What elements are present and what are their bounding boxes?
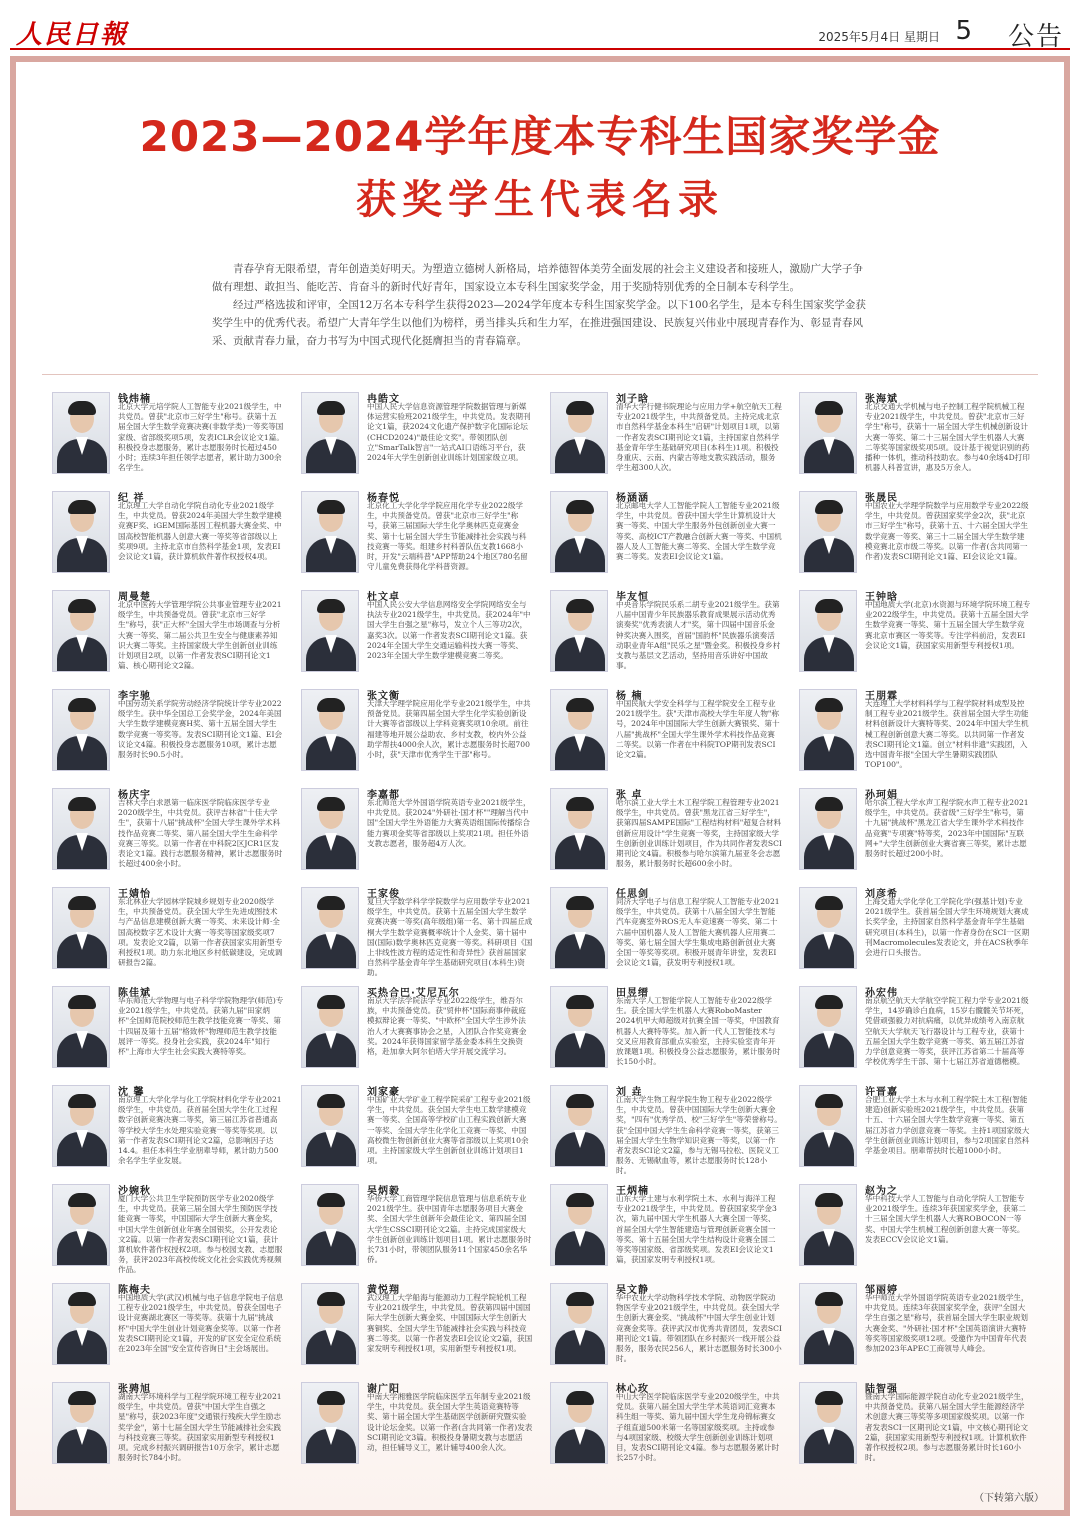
student-card: [42, 487, 291, 586]
student-photo: [52, 986, 110, 1068]
student-photo: [799, 590, 857, 672]
student-name: 张文衡: [367, 691, 400, 702]
student-card: [42, 883, 291, 982]
student-photo: [52, 1382, 110, 1464]
divider: [42, 374, 1038, 375]
student-photo: [301, 887, 359, 969]
student-description: 吉林大学白求恩第一临床医学院临床医学专业2020级学生，中共党员。获评吉林省"十佳大学生"，获第十八届"挑战杯"全国大学生课外学术科技作品竞赛二等奖、第八届全国大学生生命科学竞赛三等奖。以第一作者在中科院2区JCR1区发表论文1篇。践行志愿服务精神，累计志愿服务时长超过400余小时。: [118, 798, 283, 869]
student-description: 哈尔滨工程大学水声工程学院水声工程专业2021级学生，中共党员。获省级"三好学生"称号，第十九届"挑战杯"黑龙江省大学生课外学术科技作品竞赛"专项赛"特等奖，2023年中国国际"互联网+"大学生创新创业大赛省赛三等奖，累计志愿服务时长超过200小时。: [865, 798, 1029, 859]
student-name: 刘彦希: [865, 889, 898, 900]
student-photo: [52, 788, 110, 870]
masthead: [10, 14, 1070, 50]
student-photo: [301, 788, 359, 870]
student-photo: [550, 392, 608, 474]
student-photo: [52, 590, 110, 672]
student-name: 陈梅夫: [118, 1285, 151, 1296]
student-name: 刘家豪: [367, 1087, 400, 1098]
student-name: 王家俊: [367, 889, 400, 900]
student-description: 华中农业大学动物科学技术学院、动物医学院动物医学专业2021级学生，中共党员。获全国大学生创新大赛金奖、"挑战杯"中国大学生创业计划竞赛金奖等。获评武汉市优秀共青团员，发表SCI期刊论文1篇。带领团队在乡村振兴一线开展公益服务，服务农民256人，累计志愿服务时长300小时。: [616, 1293, 782, 1364]
student-description: 中南大学湘雅医学院临床医学五年制专业2021级学生，中共党员。获全国大学生英语竞赛特等奖、第十届全国大学生基础医学创新研究暨实验设计论坛金奖。以第一作者(含共同第一作者)发表SCI期刊论文3篇。积极投身暑期支教与志愿活动，担任辅导义工，累计辅导400余人次。: [367, 1392, 533, 1453]
student-card: [789, 685, 1038, 784]
student-photo: [52, 1184, 110, 1266]
student-name: 冉皓文: [367, 394, 400, 405]
student-name: 张 卓: [616, 790, 643, 801]
student-card: [789, 1081, 1038, 1180]
student-description: 中国人民大学信息资源管理学院数据管理与新媒体运营实验班2021级学生，中共党员。发表期刊论文1篇，获2024文化遗产保护数字化国际论坛(CHCD2024)"最佳论文奖"。带领团队创立"SmarTalk智言"一站式AI口语练习平台，获2024年大学生创新创业训练计划国家级立项。: [367, 402, 531, 463]
student-description: 中国民航大学安全科学与工程学院安全工程专业2021级学生。获"天津市高校大学生年度人物"称号，2024年中国国际大学生创新大赛银奖、第十八届"挑战杯"全国大学生课外学术科技作品竞赛二等奖。以第一作者在中科院TOP期刊发表SCI论文2篇。: [616, 699, 780, 760]
student-name: 李宇驰: [118, 691, 151, 702]
student-card: [42, 1279, 291, 1378]
student-photo: [550, 1085, 608, 1167]
student-name: 吴炳毅: [367, 1186, 400, 1197]
student-photo: [52, 491, 110, 573]
student-description: 山东大学土建与水利学院土木、水利与海洋工程专业2021级学生，中共党员。曾获国家奖学金3次，第九届中国大学生机器人大赛全国一等奖、首届全国大学生智能建造与管理创新竞赛全国一等奖、第十五届全国大学生结构设计竞赛全国二等奖等国家级、省部级奖项。发表EI会议论文1篇，获国家发明专利授权1项。: [616, 1194, 777, 1265]
student-card: [42, 1378, 291, 1477]
student-name: 杨春悦: [367, 493, 400, 504]
student-card: [789, 1279, 1038, 1378]
student-photo: [799, 491, 857, 573]
student-card: [291, 1279, 540, 1378]
student-photo: [301, 1085, 359, 1167]
student-card: [540, 1378, 789, 1477]
student-card: [42, 586, 291, 685]
student-description: 合肥工业大学土木与水利工程学院土木工程(智能建造)创新实验班2021级学生，中共党员。获第十五、十六届全国大学生数学竞赛一等奖、第五届江苏省力学创意竞赛一等奖。主持1项国家级大学生创新创业训练计划项目，参与2项国家自然科学基金项目。朋辈帮扶时长超1000小时。: [865, 1095, 1030, 1156]
student-photo: [52, 689, 110, 771]
student-description: 北京大学元培学院人工智能专业2021级学生，中共党员。曾获"北京市三好学生"称号。获第十五届全国大学生数学竞赛决赛(非数学类)一等奖等国家级、省部级奖项5项，发表ICLR会议论文1篇。积极投身志愿服务，累计志愿服务时长超过450小时；连续3年担任领学志愿者，累计助力300余名学生。: [118, 402, 284, 473]
student-description: 北京邮电大学人工智能学院人工智能专业2021级学生，中共党员。曾获中国大学生计算机设计大赛一等奖、中国大学生服务外包创新创业大赛一等奖、高校ICT产教融合创新大赛一等奖、中国机器人及人工智能大赛二等奖、全国大学生数学竞赛二等奖。发表EI会议论文1篇。: [616, 501, 782, 562]
student-description: 华侨大学工商管理学院信息管理与信息系统专业2021级学生。获中国青年志愿服务项目大赛金奖、全国大学生创新年会最佳论文、第四届全国大学生CSSCI期刊论文2篇。主持完成国家级大学生创新创业训练计划项目1项。累计志愿服务时长731小时，带领团队服务11个国家450余名华侨。: [367, 1194, 532, 1265]
student-photo: [799, 887, 857, 969]
student-photo: [799, 1184, 857, 1266]
student-card: [42, 685, 291, 784]
student-card: [789, 388, 1038, 487]
student-description: 同济大学电子与信息工程学院人工智能专业2021级学生，中共党员。获第十八届全国大学生智能汽车竞赛室外ROS无人车竞速赛一等奖、第二十六届中国机器人及人工智能大赛机器人应用赛二等奖、第七届全国大学生集成电路创新创业大赛全国一等奖等奖项。积极开展青年讲堂，发表EI会议论文1篇，获发明专利授权1项。: [616, 897, 780, 968]
student-photo: [799, 986, 857, 1068]
student-card: [42, 784, 291, 883]
student-photo: [799, 392, 857, 474]
student-photo: [550, 986, 608, 1068]
student-name: 沙婉秋: [118, 1186, 151, 1197]
student-card: [42, 982, 291, 1081]
student-card: [42, 1180, 291, 1279]
student-card: [291, 784, 540, 883]
student-name: 王钟晗: [865, 592, 898, 603]
student-description: 华东师范大学物理与电子科学学院物理学(师范)专业2021级学生，中共党员。获第九届"田家炳杯"全国师范院校师范生教学技能竞赛一等奖、第十四届及第十五届"格致杯"物理师范生教学技能展评一等奖。投身社会实践，获2024年"知行杯"上海市大学生社会实践大赛特等奖。: [118, 996, 284, 1057]
student-description: 南京理工大学化学与化工学院材料化学专业2021级学生，中共党员。获首届全国大学生化工过程数字创新竞赛决赛二等奖，第三届江苏省普通高等学校大学生水处理实验竞赛一等奖等奖项。以第一作者发表SCI期刊论文2篇，总影响因子达14.4。担任本科生学业朋辈导师，累计助力500余名学生学业发展。: [118, 1095, 282, 1166]
continued-note: （下转第六版）: [974, 1493, 1044, 1504]
student-description: 中国矿业大学矿业工程学院采矿工程专业2021级学生，中共党员。获全国大学生电工数学建模竞赛一等奖、全国高等学校矿山工程实践创新大赛一等奖、全国大学生化学化工竞赛一等奖、中国高校微生物创新创业大赛等省部级以上奖项10余项。主持国家级大学生创新创业训练计划项目1项。: [367, 1095, 531, 1166]
student-description: 复旦大学数学科学学院数学与应用数学专业2021级学生，中共党员。获第十五届全国大学生数学竞赛决赛一等奖(高年级组)第一名、第十四届丘成桐大学生数学竞赛概率统计个人金奖、第十届中国(国际)数学奥林匹克竞赛一等奖。科研项目《国上非线性波方程的适定性和奇异性》获首届国家自然科学基金青年学生基础研究项目(本科生)资助。: [367, 897, 533, 978]
student-photo: [52, 887, 110, 969]
student-photo: [301, 986, 359, 1068]
student-name: 王炳楠: [616, 1186, 649, 1197]
student-description: 南京航空航天大学航空学院工程力学专业2021级学生，14岁确诊白血病，15岁右髋髋关节坏死，凭借顽强毅力对抗病痛，以优异成绩考入南京航空航天大学航天飞行器设计与工程专业，获第十五届全国大学生数学竞赛一等奖、第五届江苏省力学创意竞赛一等奖，获评江苏省第二十届高等学校优秀学生干部、第十七届江苏省道德楷模。: [865, 996, 1029, 1067]
student-card: [291, 1081, 540, 1180]
headline-line-2: 获奖学生代表名录: [356, 177, 724, 223]
student-photo: [301, 689, 359, 771]
student-card: [291, 1180, 540, 1279]
student-photo: [301, 590, 359, 672]
student-name: 王婧怡: [118, 889, 151, 900]
student-card: [42, 388, 291, 487]
student-description: 哈尔滨工业大学土木工程学院工程管理专业2021级学生，中共党员。曾获"黑龙江省三好学生"，获第四届SAMPE国际"工程结构材料"超复合材料创新应用设计"学生竞赛一等奖，主持国家级大学生创新创业训练计划项目，作为共同作者发表SCI期刊论文4篇。积极参与哈尔滨第九届亚冬会志愿服务，累计服务时长超600余小时。: [616, 798, 782, 869]
student-card: [789, 883, 1038, 982]
student-name: 陆智强: [865, 1384, 898, 1395]
student-name: 买热合巴·艾尼瓦尔: [367, 988, 460, 999]
student-photo: [799, 1382, 857, 1464]
student-description: 湖南大学环境科学与工程学院环境工程专业2021级学生，中共党员。曾获"中国大学生自强之星"称号，获2023年度"交通银行残疾大学生励志奖学金"，第十七届全国大学生节能减排社会实践与科技竞赛三等奖。获国家实用新型专利授权1项。完成乡村振兴调研报告10万余字，累计志愿服务时长784小时。: [118, 1392, 282, 1463]
student-card: [789, 1180, 1038, 1279]
student-photo: [550, 1184, 608, 1266]
student-card: [291, 982, 540, 1081]
student-description: 北京中医药大学管理学院公共事业管理专业2021级学生，中共预备党员。曾获"北京市三好学生"称号，获"正大杯"全国大学生市场调查与分析大赛一等奖、第二届公共卫生安全与健康素养知识大赛二等奖。主持国家级大学生创新创业训练计划项目2项，以第一作者发表SCI期刊论文1篇、核心期刊论文2篇。: [118, 600, 282, 671]
student-card: [540, 1279, 789, 1378]
student-name: 张海斌: [865, 394, 898, 405]
student-name: 毕友恒: [616, 592, 649, 603]
intro-paragraph-1: 青春孕育无限希望，青年创造美好明天。为塑造立德树人新格局，培养德智体美劳全面发展的社会主义建设者和接班人，激励广大学子争做有理想、敢担当、能吃苦、肯奋斗的新时代好青年，国家设立本专科生国家奖学金，用于奖励特别优秀的全日制本专科学生。: [212, 263, 863, 293]
headline-line-1: 2023—2024学年度本专科生国家奖学金: [139, 112, 941, 161]
student-name: 杨 楠: [616, 691, 643, 702]
newspaper-logo: 人民日報: [16, 20, 129, 50]
student-name: 沈 馨: [118, 1087, 145, 1098]
student-description: 东北林业大学园林学院城乡规划专业2020级学生，中共预备党员。获全国大学生先进成图技术与产品信息建模创新大赛一等奖、未来设计师·全国高校数字艺术设计大赛一等奖等国家级奖项7项。发表论文2篇，以第一作者获国家实用新型专利授权1项。助力东北地区乡村低碳建设，完成调研报告2篇。: [118, 897, 283, 968]
student-name: 纪 祥: [118, 493, 145, 504]
student-card: [789, 1378, 1038, 1477]
student-description: 大连理工大学材料科学与工程学院材料成型及控制工程专业2021级学生。获首届全国大学生功能材料创新设计大赛特等奖、2024年中国大学生机械工程创新创意大赛二等奖。以共同第一作者发表SCI期刊论文1篇。创立"材料非遗"实践团，入选中国青年报"全国大学生暑期实践团队TOP100"。: [865, 699, 1029, 770]
student-name: 孙珂娟: [865, 790, 898, 801]
student-description: 江南大学生物工程学院生物工程专业2022级学生，中共党员。曾获中国国际大学生创新大赛金奖，"四有"优秀学员、校"三好学生"等荣誉称号。获"全国中国大学生生命科学竞赛一等奖，获第三届全国大学生生物学知识竞赛一等奖，以第一作者发表SCI论文2篇，参与无锡马拉松、医院义工服务、无锡献血等，累计志愿服务时长128小时。: [616, 1095, 782, 1176]
student-name: 杜文卓: [367, 592, 400, 603]
student-photo: [550, 1382, 608, 1464]
student-photo: [799, 689, 857, 771]
student-name: 赵为之: [865, 1186, 898, 1197]
student-card: [540, 784, 789, 883]
student-photo: [52, 1085, 110, 1167]
student-description: 华中师范大学外国语学院英语专业2021级学生，中共党员。连续3年获国家奖学金，获评"全国大学生自强之星"称号，获首届全国大学生职业规划大赛金奖、"外研社·国才杯"全国英语演讲大赛特等奖等国家级奖项12项。受邀作为中国青年代表参加2023年APEC工商领导人峰会。: [865, 1293, 1029, 1354]
intro-paragraph-2: 经过严格选拔和评审，全国12万名本专科学生获得2023—2024学年度本专科生国家奖学金。以下100名学生，是本专科生国家奖学金获奖学生中的优秀代表。希望广大青年学生以他们为榜样，勇当排头兵和生力军，在推进强国建设、民族复兴伟业中展现青春作为、彰显青春风采、贡献青春力量，奋力书写为中国式现代化挺膺担当的青春篇章。: [212, 299, 866, 347]
student-description: 东南大学人工智能学院人工智能专业2022级学生。获全国大学生机器人大赛RoboMaster 2024机甲大师超级对抗赛全国一等奖，中国教育机器人大赛特等奖。加入新一代人工智能技术与交叉应用教育部重点实验室，主持实验室青年开放课题1项。积极投身公益志愿服务，累计服务时长150小时。: [616, 996, 781, 1067]
student-card: [291, 586, 540, 685]
student-card: [291, 685, 540, 784]
student-photo: [550, 1283, 608, 1365]
student-photo: [550, 788, 608, 870]
student-grid: [42, 388, 1038, 1480]
student-name: 任思剑: [616, 889, 649, 900]
student-card: [291, 883, 540, 982]
student-card: [540, 982, 789, 1081]
student-description: 天津大学理学院应用化学专业2021级学生，中共预备党员。获第四届全国大学生化学实验创新设计大赛等省部级以上学科竞赛奖项10余项。前往福建等地开展公益助农、乡村支教，校内外公益助学帮扶4000余人次，累计志愿服务时长超700小时，获"天津市优秀学生干部"称号。: [367, 699, 531, 760]
student-name: 刘子晗: [616, 394, 649, 405]
student-name: 孙宏伟: [865, 988, 898, 999]
student-description: 北京交通大学机械与电子控制工程学院机械工程专业2021级学生，中共党员。曾获"北京市三好学生"称号，获第十一届全国大学生机械创新设计大赛一等奖、第二十三届全国大学生机器人大赛二等奖等国家级奖项5项。设计基于视觉识别的药播种一体机，推动科技助农。参与40余场4D打印机器人科普宣讲，惠及5万余人。: [865, 402, 1030, 473]
student-description: 上海交通大学化学化工学院化学(强基计划)专业2021级学生。获首届全国大学生环境规划大赛成长奖学金，主持国家自然科学基金青年学生基础研究项目(本科生)，以第一作者身份在SCI一区期刊Macromolecules发表论文，并在ACS秋季年会进行口头报告。: [865, 897, 1030, 958]
student-name: 李嘉都: [367, 790, 400, 801]
student-description: 厦门大学公共卫生学院预防医学专业2020级学生，中共党员。获第三届全国大学生预防医学技能竞赛一等奖，中国国际大学生创新大赛金奖，中国大学生创新创业年赛全国银奖，公开发表论文2篇。以第一作者发表SCI期刊论文1篇，获计算机软件著作权授权2项。参与校园支教、志愿服务，获评2023年高校传统文化社会实践优秀视频作品。: [118, 1194, 283, 1275]
student-description: 中国农业大学理学院数学与应用数学专业2022级学生，中共党员。曾获国家奖学金2次，获"北京市三好学生"称号，获第十五、十六届全国大学生数学竞赛一等奖、第三十二届全国大学生数学建模竞赛北京市级二等奖。以第一作者(含共同第一作者)发表SCI期刊论文1篇、EI会议论文1篇。: [865, 501, 1029, 562]
student-card: [789, 487, 1038, 586]
student-photo: [550, 491, 608, 573]
issue-date: 2025年5月4日 星期日: [818, 30, 940, 44]
page-number: 5: [955, 16, 972, 46]
intro-text: [212, 260, 872, 350]
student-description: 暨南大学国际能源学院自动化专业2021级学生，中共预备党员。获第八届全国大学生能源经济学术创意大赛三等奖等多项国家级奖项。以第一作者发表SCI一区期刊论文1篇，中文核心期刊论文2篇，获国家实用新型专利授权1项。计算机软件著作权授权2项。参与志愿服务累计时长160小时。: [865, 1392, 1029, 1463]
student-card: [540, 388, 789, 487]
student-card: [540, 1081, 789, 1180]
student-description: 武汉理工大学船海与能源动力工程学院轮机工程专业2021级学生，中共党员。曾获第四届中国国际大学生创新大赛金奖、中国国际大学生创新大赛铜奖、全国大学生节能减排社会实践与科技竞赛二等奖。以第一作者发表EI会议论文2篇，获国家发明专利授权1项，实用新型专利授权1项。: [367, 1293, 533, 1354]
student-description: 南京大学法学院法学专业2022级学生，维吾尔族，中共预备党员。获"贸仲杯"国际商事仲裁庭模拟辩论赛一等奖、"中欧杯"全国大学生涉外法治人才大赛赛事协会之星，入团队合作奖竞赛金奖。2024年获得国家留学基金委本科生交换资格，赴加拿大阿尔伯塔大学开展交流学习。: [367, 996, 527, 1057]
student-description: 中山大学医学院临床医学专业2020级学生，中共党员。获第八届全国大学生学术英语词汇竞赛本科生组一等奖、第九届中国大学生龙舟锦标赛女子组直道500米第一名等国家级奖项。主持或参与4项国家级、校级大学生创新创业训练计划项目，发表SCI期刊论文4篇。参与志愿服务累计时长257小时。: [616, 1392, 780, 1463]
student-photo: [550, 590, 608, 672]
student-description: 北京理工大学自动化学院自动化专业2021级学生，中共党员。曾获2024年美国大学生数学建模竞赛F奖、iGEM国际基因工程机器大赛金奖、中国高校智能机器人创意大赛一等奖等省部级以上奖项9项。主持北京市自然科学基金1项，发表EI会议论文1篇，获计算机软件著作权授权4项。: [118, 501, 282, 562]
student-name: 钱炜楠: [118, 394, 151, 405]
student-photo: [550, 887, 608, 969]
student-card: [42, 1081, 291, 1180]
student-name: 邹丽婷: [865, 1285, 898, 1296]
student-card: [540, 883, 789, 982]
student-name: 张晟民: [865, 493, 898, 504]
student-description: 华中科技大学人工智能与自动化学院人工智能专业2021级学生。连续3年获国家奖学金，获第二十三届全国大学生机器人大赛ROBOCON一等奖、中国大学生机械工程创新创意大赛一等奖。发表ECCV会议论文1篇。: [865, 1194, 1026, 1244]
student-photo: [52, 1283, 110, 1365]
student-name: 张骋旭: [118, 1384, 151, 1395]
student-card: [540, 1180, 789, 1279]
student-photo: [301, 491, 359, 573]
student-card: [291, 1378, 540, 1477]
student-description: 中国地质大学(北京)水资源与环境学院环境工程专业2022级学生，中共党员。获第十五届全国大学生数学竞赛一等奖、第十五届全国大学生数学竞赛北京市赛区一等奖等。专注学科前沿，发表EI会议论文1篇，获国家实用新型专利授权1项。: [865, 600, 1031, 650]
student-card: [540, 487, 789, 586]
student-name: 许晋嘉: [865, 1087, 898, 1098]
student-name: 刘 垚: [616, 1087, 643, 1098]
section-title: 公告: [1007, 22, 1064, 52]
student-name: 黄悦翔: [367, 1285, 400, 1296]
student-name: 林心玫: [616, 1384, 649, 1395]
student-description: 中国劳动关系学院劳动经济学院统计学专业2022级学生。获中华全国总工会奖学金，2024年美国大学生数学建模竞赛H奖、第十五届全国大学生数学竞赛一等奖等。发表SCI期刊论文1篇、EI会议论文4篇。积极投身志愿服务10项，累计志愿服务时长90.5小时。: [118, 699, 283, 760]
student-photo: [799, 1085, 857, 1167]
student-description: 北京化工大学化学学院应用化学专业2022级学生，中共预备党员。曾获"北京市三好学生"称号，获第三届国际大学生化学奥林匹克竞赛金奖、第十七届全国大学生节能减排社会实践与科技竞赛一等奖。组建乡村科普队伍支教1668小时，开发"云端科普"APP帮助24个地区780名留守儿童免费获得化学科普资源。: [367, 501, 528, 572]
student-description: 中国人民公安大学信息网络安全学院网络安全与执法专业2021级学生，中共党员。获2024年"中国大学生自强之星"称号，发立个人三等功2次，嘉奖3次。以第一作者发表SCI期刊论文1篇。获2024年全国大学生交通运输科技大赛一等奖、2023年全国大学生数学建模竞赛二等奖。: [367, 600, 531, 661]
student-description: 中央音乐学院民乐系二胡专业2021级学生。获第八届中国青少年民族器乐教育成果展示活动优秀演奏奖"优秀表演人才"奖，第十四届中国音乐金钟奖决赛入围奖，首届"国韵杯"民族器乐演奏活动职业青年A组"民乐之星"暨金奖。积极投身乡村支教与基层文艺活动，坚持用音乐讲好中国故事。: [616, 600, 781, 671]
student-photo: [301, 1283, 359, 1365]
student-photo: [301, 392, 359, 474]
student-name: 田昱缙: [616, 988, 649, 999]
student-card: [540, 685, 789, 784]
student-name: 王朋霖: [865, 691, 898, 702]
student-name: 周曼楚: [118, 592, 151, 603]
student-card: [789, 586, 1038, 685]
student-photo: [301, 1184, 359, 1266]
announcement-panel: [10, 56, 1070, 1516]
student-description: 清华大学行健书院理论与应用力学+航空航天工程专业2021级学生，中共预备党员。主持完成北京市自然科学基金本科生"启研"计划项目1项，以第一作者发表SCI期刊论文1篇，主持国家自然科学基金青年学生基础研究项目(本科生)1项。积极投身重庆、云南、内蒙古等地支教实践活动，服务学生超300人次。: [616, 402, 782, 473]
student-photo: [550, 689, 608, 771]
student-card: [789, 784, 1038, 883]
student-name: 杨涵涵: [616, 493, 649, 504]
student-photo: [799, 1283, 857, 1365]
student-description: 中国地质大学(武汉)机械与电子信息学院电子信息工程专业2021级学生，中共党员。曾获全国电子设计竞赛湖北赛区一等奖等。获第十九届"挑战杯"中国大学生创业计划竞赛金奖等。以第一作者发表SCI期刊论文1篇，开发的矿区安全定位系统在2023年全国"安全宣传咨询日"主会场展出。: [118, 1293, 284, 1354]
student-card: [789, 982, 1038, 1081]
student-photo: [799, 788, 857, 870]
student-card: [291, 388, 540, 487]
student-card: [291, 487, 540, 586]
student-photo: [52, 392, 110, 474]
student-name: 吴文静: [616, 1285, 649, 1296]
student-photo: [301, 1382, 359, 1464]
student-card: [540, 586, 789, 685]
student-description: 东北师范大学外国语学院英语专业2021级学生，中共党员。获2024"外研社·国才杯""理解当代中国"全国大学生外语能力大赛英语组国际传播综合能力赛项金奖等省部级以上奖项21项。担任外语支教志愿者，服务超4万人次。: [367, 798, 531, 848]
student-name: 杨庆宇: [118, 790, 151, 801]
student-name: 陈佳斌: [118, 988, 151, 999]
student-name: 谢广阳: [367, 1384, 400, 1395]
